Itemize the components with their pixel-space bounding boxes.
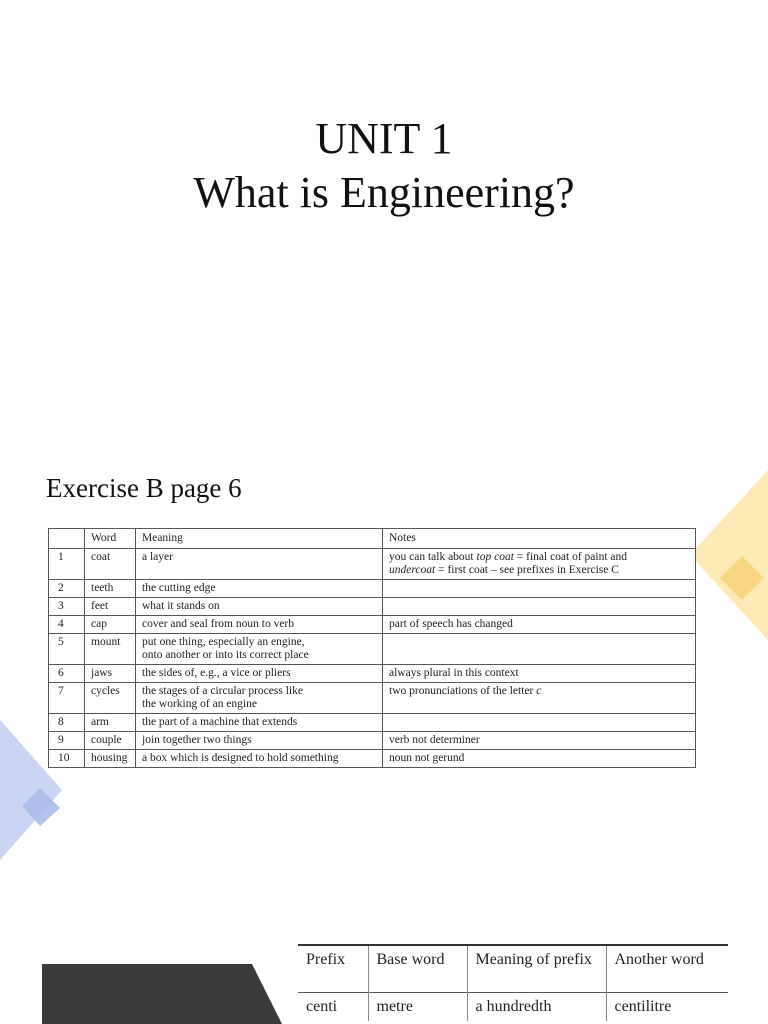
notes-text: part of speech has changed bbox=[389, 618, 513, 630]
prefix-cell: centi bbox=[306, 998, 338, 1015]
word-cell: teeth bbox=[85, 580, 136, 598]
notes-text: = final coat of paint and bbox=[513, 551, 628, 563]
meaning-line: cover and seal from noun to verb bbox=[142, 618, 295, 630]
notes-cell bbox=[383, 616, 696, 634]
meaning-line: what it stands on bbox=[142, 600, 220, 612]
word-cell: arm bbox=[85, 714, 136, 732]
meaning-line: the stages of a circular process like bbox=[142, 685, 303, 697]
row-number-cell: 5 bbox=[49, 634, 85, 665]
base-word-cell: metre bbox=[368, 993, 467, 1022]
word-cell: coat bbox=[85, 549, 136, 580]
row-number-cell: 1 bbox=[49, 549, 85, 580]
table-row bbox=[49, 732, 696, 750]
unit-subtitle: What is Engineering? bbox=[193, 168, 575, 217]
word-cell: cycles bbox=[85, 683, 136, 714]
header-base-word: Base word bbox=[368, 945, 467, 993]
notes-line bbox=[389, 685, 689, 698]
notes-text: = first coat – see prefixes in Exercise C bbox=[435, 564, 619, 576]
notes-cell bbox=[383, 714, 696, 732]
table-row bbox=[49, 714, 696, 732]
notes-line bbox=[389, 618, 689, 631]
table-row bbox=[49, 549, 696, 580]
notes-text: verb not determiner bbox=[389, 734, 480, 746]
notes-text: c bbox=[536, 685, 542, 697]
notes-line bbox=[389, 667, 689, 680]
notes-text: undercoat bbox=[389, 564, 436, 576]
row-number-cell: 7 bbox=[49, 683, 85, 714]
header-notes: Notes bbox=[383, 529, 696, 549]
table-row bbox=[49, 665, 696, 683]
meaning-line: the working of an engine bbox=[142, 698, 257, 710]
table-row bbox=[49, 580, 696, 598]
row-number-cell: 2 bbox=[49, 580, 85, 598]
meaning-cell bbox=[136, 598, 383, 616]
word-cell: mount bbox=[85, 634, 136, 665]
word-cell: jaws bbox=[85, 665, 136, 683]
notes-cell bbox=[383, 665, 696, 683]
table-row bbox=[49, 683, 696, 714]
notes-text: top coat bbox=[476, 551, 514, 563]
header-number bbox=[49, 529, 85, 549]
table-row bbox=[49, 634, 696, 665]
header-prefix: Prefix bbox=[306, 951, 346, 968]
meaning-line: the cutting edge bbox=[142, 582, 216, 594]
meaning-line: put one thing, especially an engine, bbox=[142, 636, 305, 648]
notes-cell bbox=[383, 598, 696, 616]
another-word-cell: centilitre bbox=[606, 993, 728, 1022]
meaning-cell bbox=[136, 750, 383, 768]
row-number-cell: 4 bbox=[49, 616, 85, 634]
exercise-heading: Exercise B page 6 bbox=[46, 473, 242, 503]
meaning-cell bbox=[136, 714, 383, 732]
notes-text: noun not gerund bbox=[389, 752, 465, 764]
notes-cell bbox=[383, 732, 696, 750]
meaning-cell bbox=[136, 580, 383, 598]
notes-cell bbox=[383, 580, 696, 598]
word-cell: feet bbox=[85, 598, 136, 616]
notes-text: two pronunciations of the letter bbox=[389, 685, 537, 697]
header-word: Word bbox=[85, 529, 136, 549]
meaning-line: join together two things bbox=[142, 734, 252, 746]
table-row bbox=[49, 750, 696, 768]
notes-line bbox=[389, 734, 689, 747]
row-number-cell: 10 bbox=[49, 750, 85, 768]
row-number-cell: 3 bbox=[49, 598, 85, 616]
header-another-word: Another word bbox=[606, 945, 728, 993]
table-row bbox=[298, 993, 728, 1022]
meaning-line: onto another or into its correct place bbox=[142, 649, 309, 661]
meaning-line: the sides of, e.g., a vice or pliers bbox=[142, 667, 291, 679]
meaning-line: a box which is designed to hold something bbox=[142, 752, 339, 764]
row-number-cell: 6 bbox=[49, 665, 85, 683]
notes-cell bbox=[383, 634, 696, 665]
meaning-line: a layer bbox=[142, 551, 173, 563]
header-meaning-of-prefix: Meaning of prefix bbox=[467, 945, 606, 993]
notes-cell bbox=[383, 549, 696, 580]
vocabulary-table-header bbox=[49, 529, 696, 549]
meaning-cell bbox=[136, 549, 383, 580]
unit-title: UNIT 1 bbox=[315, 114, 453, 163]
table-row bbox=[49, 616, 696, 634]
notes-line bbox=[389, 564, 689, 577]
notes-line bbox=[389, 551, 689, 564]
notes-cell bbox=[383, 750, 696, 768]
prefix-table bbox=[298, 944, 728, 1021]
word-cell: cap bbox=[85, 616, 136, 634]
vocabulary-table bbox=[48, 528, 696, 768]
meaning-cell bbox=[136, 665, 383, 683]
header-meaning: Meaning bbox=[136, 529, 383, 549]
meaning-of-prefix-cell: a hundredth bbox=[467, 993, 606, 1022]
word-cell: couple bbox=[85, 732, 136, 750]
meaning-cell bbox=[136, 683, 383, 714]
notes-cell bbox=[383, 683, 696, 714]
meaning-cell bbox=[136, 634, 383, 665]
meaning-cell bbox=[136, 732, 383, 750]
prefix-table-header bbox=[298, 945, 728, 993]
row-number-cell: 9 bbox=[49, 732, 85, 750]
row-number-cell: 8 bbox=[49, 714, 85, 732]
table-row bbox=[49, 598, 696, 616]
slide-title bbox=[0, 112, 768, 220]
meaning-cell bbox=[136, 616, 383, 634]
meaning-line: the part of a machine that extends bbox=[142, 716, 298, 728]
dark-band-decoration bbox=[42, 964, 282, 1024]
notes-line bbox=[389, 752, 689, 765]
notes-text: you can talk about bbox=[389, 551, 477, 563]
word-cell: housing bbox=[85, 750, 136, 768]
notes-text: always plural in this context bbox=[389, 667, 519, 679]
